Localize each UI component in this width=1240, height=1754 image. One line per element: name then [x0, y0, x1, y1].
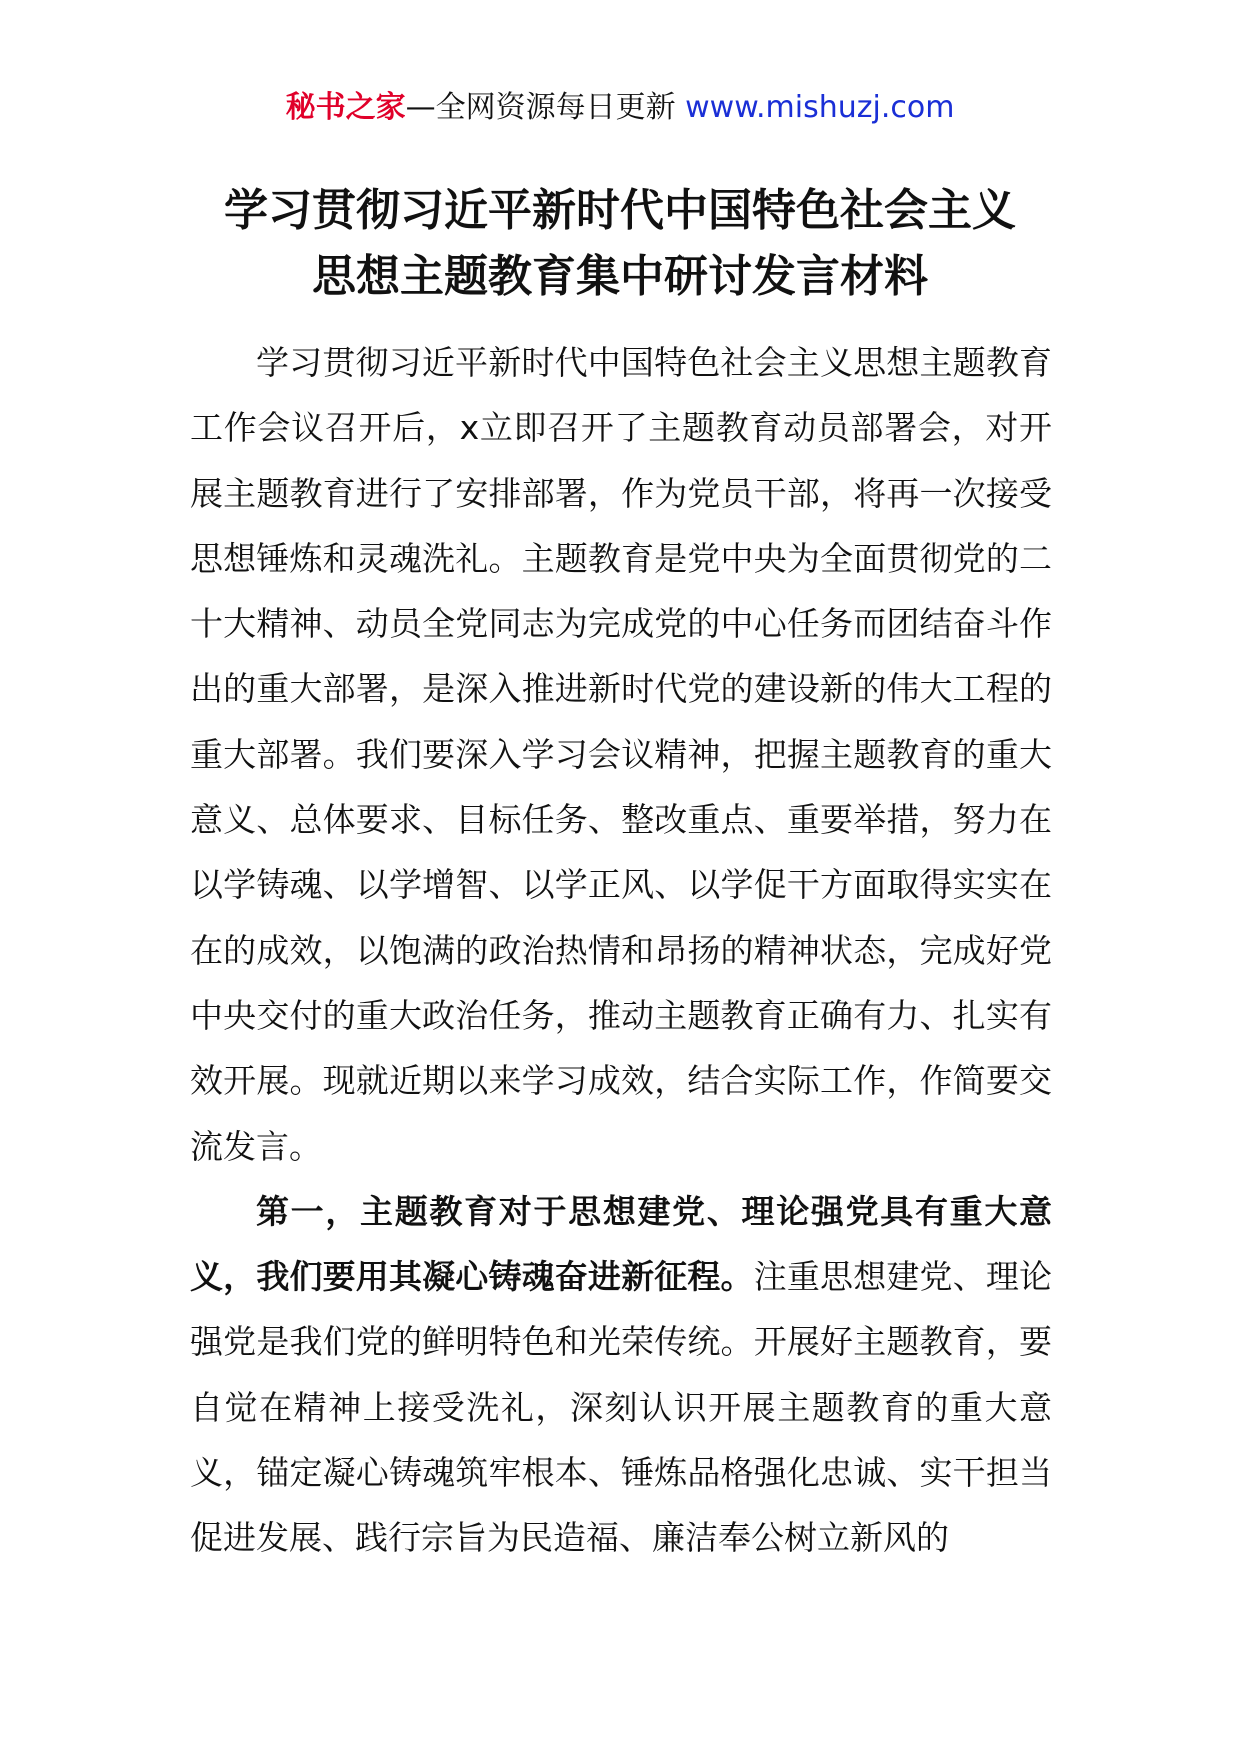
- site-banner: [0, 88, 1240, 128]
- site-url-link[interactable]: www.mishuzj.com: [685, 90, 955, 125]
- paragraph-section-1: [190, 1179, 1052, 1571]
- section-1-body: 注重思想建党、理论强党是我们党的鲜明特色和光荣传统。开展好主题教育，要自觉在精神上接受洗礼，深刻认识开展主题教育的重大意义，锚定凝心铸魂筑牢根本、锤炼品格强化忠诚、实干担当促进发展、践行宗旨为民造福、廉洁奉公树立新风的: [190, 1257, 1053, 1558]
- brand-name: 秘书之家: [285, 90, 406, 125]
- document-title: [0, 178, 1240, 310]
- title-line-1: 学习贯彻习近平新时代中国特色社会主义: [224, 185, 1016, 236]
- paragraph-intro: 学习贯彻习近平新时代中国特色社会主义思想主题教育工作会议召开后，x立即召开了主题教育动员部署会，对开展主题教育进行了安排部署，作为党员干部，将再一次接受思想锤炼和灵魂洗礼。主题教育是党中央为全面贯彻党的二十大精神、动员全党同志为完成党的中心任务而团结奋斗作出的重大部署，是深入推进新时代党的建设新的伟大工程的重大部署。我们要深入学习会议精神，把握主题教育的重大意义、总体要求、目标任务、整改重点、重要举措，努力在以学铸魂、以学增智、以学正风、以学促干方面取得实实在在的成效，以饱满的政治热情和昂扬的精神状态，完成好党中央交付的重大政治任务，推动主题教育正确有力、扎实有效开展。现就近期以来学习成效，结合实际工作，作简要交流发言。: [190, 343, 1052, 1166]
- title-line-2: 思想主题教育集中研讨发言材料: [312, 251, 928, 302]
- banner-slogan: —全网资源每日更新: [405, 90, 686, 125]
- document-body: [190, 330, 1052, 1571]
- section-1-heading: 第一，主题教育对于思想建党、理论强党具有重大意义，我们要用其凝心铸魂奋进新征程。: [190, 1191, 1052, 1297]
